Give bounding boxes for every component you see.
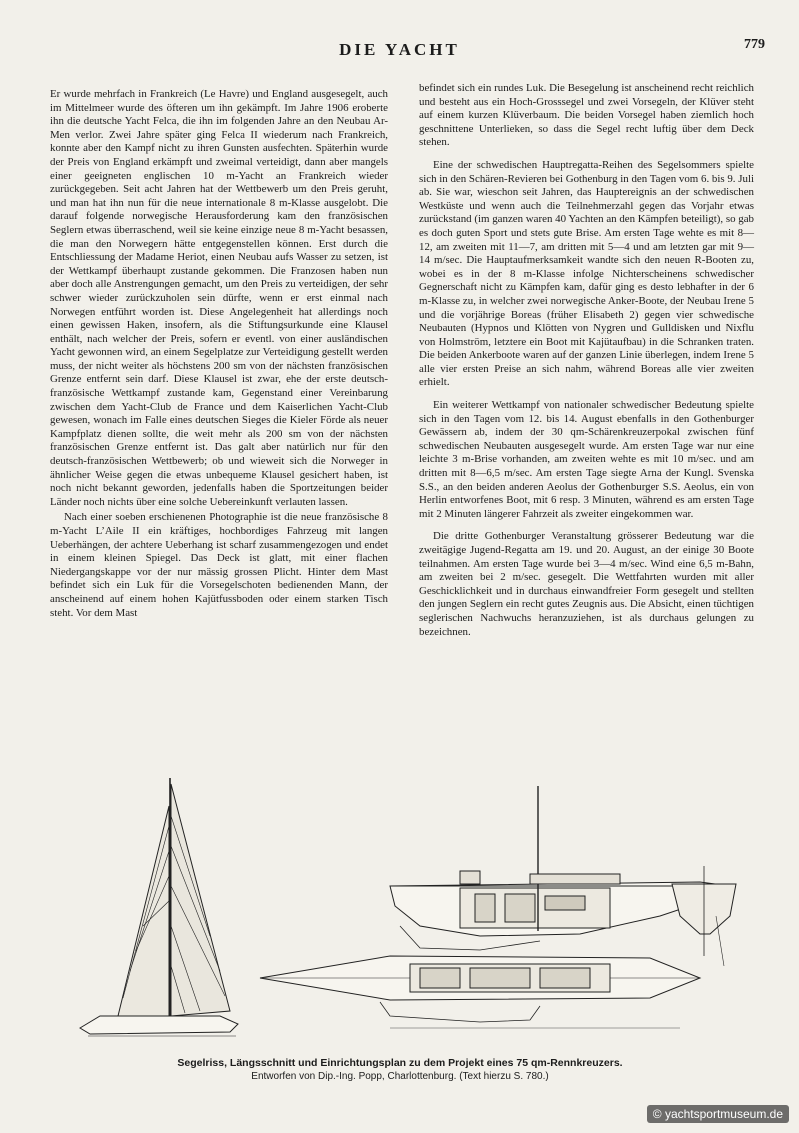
magazine-title: DIE YACHT <box>339 40 460 59</box>
copyright-watermark: © yachtsportmuseum.de <box>647 1105 789 1123</box>
page-number: 779 <box>744 37 765 52</box>
caption-credit: Entworfen von Dip.-Ing. Popp, Charlottenburg. (Text hierzu S. 780.) <box>251 1071 549 1082</box>
accommodation-plan-drawing <box>260 956 700 1028</box>
page-header <box>0 37 799 64</box>
sail-plan-drawing <box>80 778 238 1036</box>
caption-title: Segelriss, Längsschnitt und Einrichtungsplan zu dem Projekt eines 75 qm-Rennkreuzers. <box>177 1057 623 1069</box>
right-column <box>419 82 754 639</box>
paragraph: Nach einer soeben erschienenen Photographie ist die neue französische 8 m-Yacht L’Aile II ein kräftiges, hochbordiges Fahrzeug mit langen Ueberhängen, der achtere Ueberhang ist scharf zusammengezogen und endet in einem kleinen Spiegel. Das Deck ist glatt, mit einer flachen Niedergangskappe vor der nur mässig grossen Plicht. Hinter dem Mast befindet sich ein Luk für die Vorsegelschoten bedienenden Mann, der anscheinend auf einem hohen Kajütfussboden oder einem starken Tisch steht. Vor dem Mast <box>50 511 388 619</box>
left-column <box>50 88 388 620</box>
cross-section-drawing <box>672 866 736 966</box>
paragraph: Die dritte Gothenburger Veranstaltung grösserer Bedeutung war die zweitägige Jugend-Regatta am 19. und 20. August, an der einige 30 Boote teilnahmen. Am ersten Tage wurde bei 3—4 m/sec. Wind eine 6,5 m-Bahn, am zweiten bei 2 m/sec. gesegelt. Die Wettfahrten wurden mit aller Geschicklichkeit und in durchaus einwandfreier Form gesegelt und stellten den jungen Seglern ein recht gutes Zeugnis aus. Die Absicht, einen tüchtigen seglerischen Nachwuchs heranzuziehen, ist als durchaus gelungen zu bezeichnen. <box>419 530 754 638</box>
paragraph: befindet sich ein rundes Luk. Die Besegelung ist anscheinend recht reichlich und besteht aus ein Hoch-Grosssegel und zwei Vorsegeln, der Klüver steht auf einem kurzen Klüverbaum. Die beiden Vorsegel haben ziemlich hoch geschnittene Unterlieken, so dass die Segel recht luftig über dem Deck stehen. <box>419 82 754 149</box>
paragraph: Ein weiterer Wettkampf von nationaler schwedischer Bedeutung spielte sich in den Tagen vom 12. bis 14. August ebenfalls in den Gothenburger Gewässern ab, indem der 30 qm-Schärenkreuzerpokal zwischen fünf schwedischen Neubauten ausgesegelt wurde. Am ersten Tage war nur eine leichte 3 m-Brise vorhanden, am zweiten wehte es mit 10 m/sec. und am dritten mit 8—6,5 m/sec. Am ersten Tage siegte Arna der Kungl. Svenska S.S., an den beiden anderen Aeolus der Gothenburger S.S. Aeolus, ein von Herlin entworfenes Boot, mit 6 resp. 3 Minuten, während es am ersten Tage mit 2 Minuten längerer Fahrzeit als zweiter eingekommen war. <box>419 399 754 520</box>
paragraph: Eine der schwedischen Hauptregatta-Reihen des Segelsommers spielte sich in den Schären-Revieren bei Gothenburg in den Tagen vom 6. bis 9. Juli ab. Sie war, wieschon seit Jahren, das Hauptereignis an der schwedischen Westküste und wenn auch die Teilnehmerzahl gegen das Vorjahr etwas zurückstand (im ganzen waren 40 Yachten an den Kämpfen beteiligt), so gab es doch guten Sport und stets gute Brise. Am ersten Tage wehte es mit 8—12, am zweiten mit 11—7, am dritten mit 5—4 und am letzten gar mit 9—14 m/sec. Die Hauptaufmerksamkeit wandte sich den neuen R-Booten zu, wobei es in der 8 m-Klasse infolge Nichterscheinens schwedischer Gegnerschaft nicht zu Kämpfen kam, dafür ging es desto lebhafter in der 6 m-Klasse zu, in welcher zwei norwegische Anker-Boote, der Neubau Irene 5 und die vorjährige Boreas (früher Elisabeth 2) gegen vier schwedische Neubauten (Hypnos und Klötten von Nygren und Gulldisken und Nixflu von Holmström, letztere ein Boot mit Kajütaufbau) in die Schranken traten. Die beiden Ankerboote waren auf der ganzen Linie überlegen, indem Irene 5 alle vier ersten Preise an sich nahm, während Boreas alle vier zweiten erhielt. <box>419 158 754 389</box>
yacht-plan-figure <box>60 766 760 1066</box>
figure-caption <box>140 1057 660 1082</box>
longitudinal-section-drawing <box>390 786 730 950</box>
paragraph: Er wurde mehrfach in Frankreich (Le Havre) und England ausgesegelt, auch im Mittelmeer wurde des öfteren um ihn gekämpft. Im Jahre 1906 eroberte ihn die deutsche Yacht Felca, die ihn im folgenden Jahre an den Neubau Ar-Men verlor. Zwei Jahre später ging Felca II wiederum nach Frankreich, konnte aber den Kampf nicht zu ihren Gunsten ausfechten. Späterhin wurde der Preis von England erkämpft und zweimal verteidigt, dann aber mangels einer geeigneten englischen 10 m-Yacht an Frankreich wieder zurückgegeben. Seit acht Jahren hat der Wettbewerb um den Preis geruht, und man hat ihn nun für die neue internationale 8 m-Klasse ausgelobt. Die darauf folgende norwegische Herausforderung kam den französischen Seglern etwas überraschend, weil sie keine einzige neue 8 m-Yacht besassen, die man den Norwegern hätte entgegenstellen können. Erst durch die Entschliessung der Madame Heriot, einen Neubau aufs Wasser zu setzen, ist der Wettkampf überhaupt zustande gekommen. Die Franzosen haben nun aber doch alle Anstrengungen gemacht, um den Preis zu verteidigen, der sehr schwer wieder zurückzuholen sein dürfte, wenn er erst einmal nach Norwegen entführt worden ist. Diese Angelegenheit hat allerdings noch einen gewissen Haken, insofern, als die Stiftungsurkunde eine Klausel enthält, nach welcher der Preis, sofern er eventl. von einer ausländischen Yacht gewonnen wird, an einem Segelplatze zur Verteidigung gestellt werden muss, der nicht weiter als höchstens 200 sm von der nächsten französischen Grenze entfernt sein darf. Diese Klausel ist zwar, ehe der erste deutsch-französische Wettkampf zustande kam, Gegenstand einer Vereinbarung zwischen dem Yacht-Club de France und dem Kaiserlichen Yacht-Club gewesen, wonach im Falle eines deutschen Sieges die Kieler Förde als neuer Kampfplatz dienen sollte, die weit mehr als 200 sm von der nächsten französischen Grenze entfernt ist. Das galt aber natürlich nur für den deutsch-französischen Wettbewerb; ob und wieweit sich die Norweger in ähnlicher Weise gegen die etwas unbequeme Klausel gesichert haben, ist noch nicht bekannt geworden, jedenfalls haben die Sportzeitungen beider Länder noch nichts über eine solche Uebereinkunft verlauten lassen. <box>50 88 388 508</box>
